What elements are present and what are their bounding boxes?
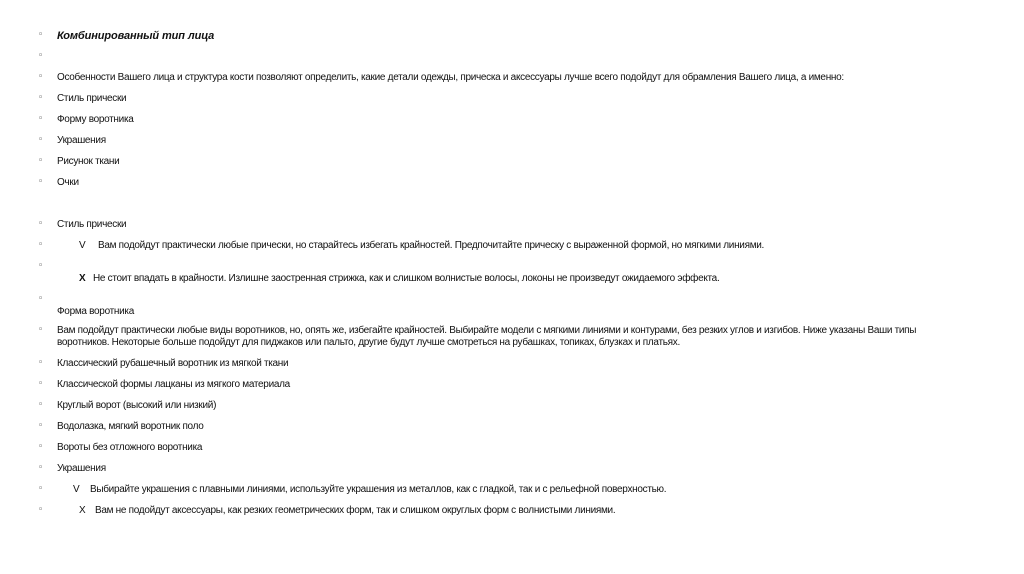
cross-icon: X <box>79 273 86 284</box>
bullet-icon: ◦ <box>38 358 44 368</box>
bullet-icon: ◦ <box>38 325 44 335</box>
collar-item: Круглый ворот (высокий или низкий) <box>57 400 217 411</box>
jewelry-warning: Вам не подойдут аксессуары, как резких геометрических форм, так и слишком округлых форм с волнистыми линиями. <box>95 505 616 516</box>
cross-icon: X <box>79 505 86 516</box>
bullet-icon: ◦ <box>38 72 44 82</box>
section-heading-collar: Форма воротника <box>57 306 134 317</box>
collar-item: Классический рубашечный воротник из мягкой ткани <box>57 358 289 369</box>
section-heading-jewelry: Украшения <box>57 463 106 474</box>
bullet-icon: ◦ <box>38 484 44 494</box>
check-icon: V <box>79 240 86 251</box>
bullet-icon: ◦ <box>38 421 44 431</box>
hair-recommendation: Вам подойдут практически любые прически, но старайтесь избегать крайностей. Предпочитайте прическу с выраженной формой, но мягкими линиями. <box>98 240 765 251</box>
bullet-icon: ◦ <box>38 463 44 473</box>
collar-item: Вороты без отложного воротника <box>57 442 203 453</box>
collar-item: Водолазка, мягкий воротник поло <box>57 421 204 432</box>
page-title: Комбинированный тип лица <box>57 30 215 42</box>
bullet-icon: ◦ <box>38 505 44 515</box>
intro-text: Особенности Вашего лица и структура кости позволяют определить, какие детали одежды, прическа и аксессуары лучше всего подойдут для обрамления Вашего лица, а именно: <box>57 72 844 83</box>
list-item-text: Рисунок ткани <box>57 156 120 167</box>
bullet-icon: ◦ <box>38 379 44 389</box>
list-item-text: Стиль прически <box>57 93 127 104</box>
collar-paragraph: Вам подойдут практически любые виды воротников, но, опять же, избегайте крайностей. Выбирайте модели с мягкими линиями и контурами, без резких углов и изгибов. Ниже указаны Ваши типы воротников. Некоторые больше подойдут для пиджаков или пальто, другие будут лучше смотреться на рубашках, топиках, блузках и платьях. <box>57 325 917 348</box>
section-heading-hair: Стиль прически <box>57 219 127 230</box>
bullet-icon: ◦ <box>38 400 44 410</box>
bullet-icon: ◦ <box>38 114 44 124</box>
bullet-icon: ◦ <box>38 442 44 452</box>
collar-item: Классической формы лацканы из мягкого материала <box>57 379 290 390</box>
list-item-text: Форму воротника <box>57 114 134 125</box>
bullet-icon: ◦ <box>38 135 44 145</box>
bullet-icon: ◦ <box>38 240 44 250</box>
bullet-icon: ◦ <box>38 261 44 271</box>
list-item-text: Очки <box>57 177 79 188</box>
bullet-icon: ◦ <box>38 51 44 61</box>
check-icon: V <box>73 484 80 495</box>
bullet-icon: ◦ <box>38 156 44 166</box>
hair-warning: Не стоит впадать в крайности. Излишне заостренная стрижка, как и слишком волнистые волосы, локоны не произведут ожидаемого эффекта. <box>93 273 720 284</box>
bullet-icon: ◦ <box>38 219 44 229</box>
bullet-icon: ◦ <box>38 30 44 40</box>
bullet-icon: ◦ <box>38 294 44 304</box>
bullet-icon: ◦ <box>38 93 44 103</box>
jewelry-recommendation: Выбирайте украшения с плавными линиями, используйте украшения из металлов, как с гладкой, так и с рельефной поверхностью. <box>90 484 667 495</box>
list-item-text: Украшения <box>57 135 106 146</box>
bullet-icon: ◦ <box>38 177 44 187</box>
